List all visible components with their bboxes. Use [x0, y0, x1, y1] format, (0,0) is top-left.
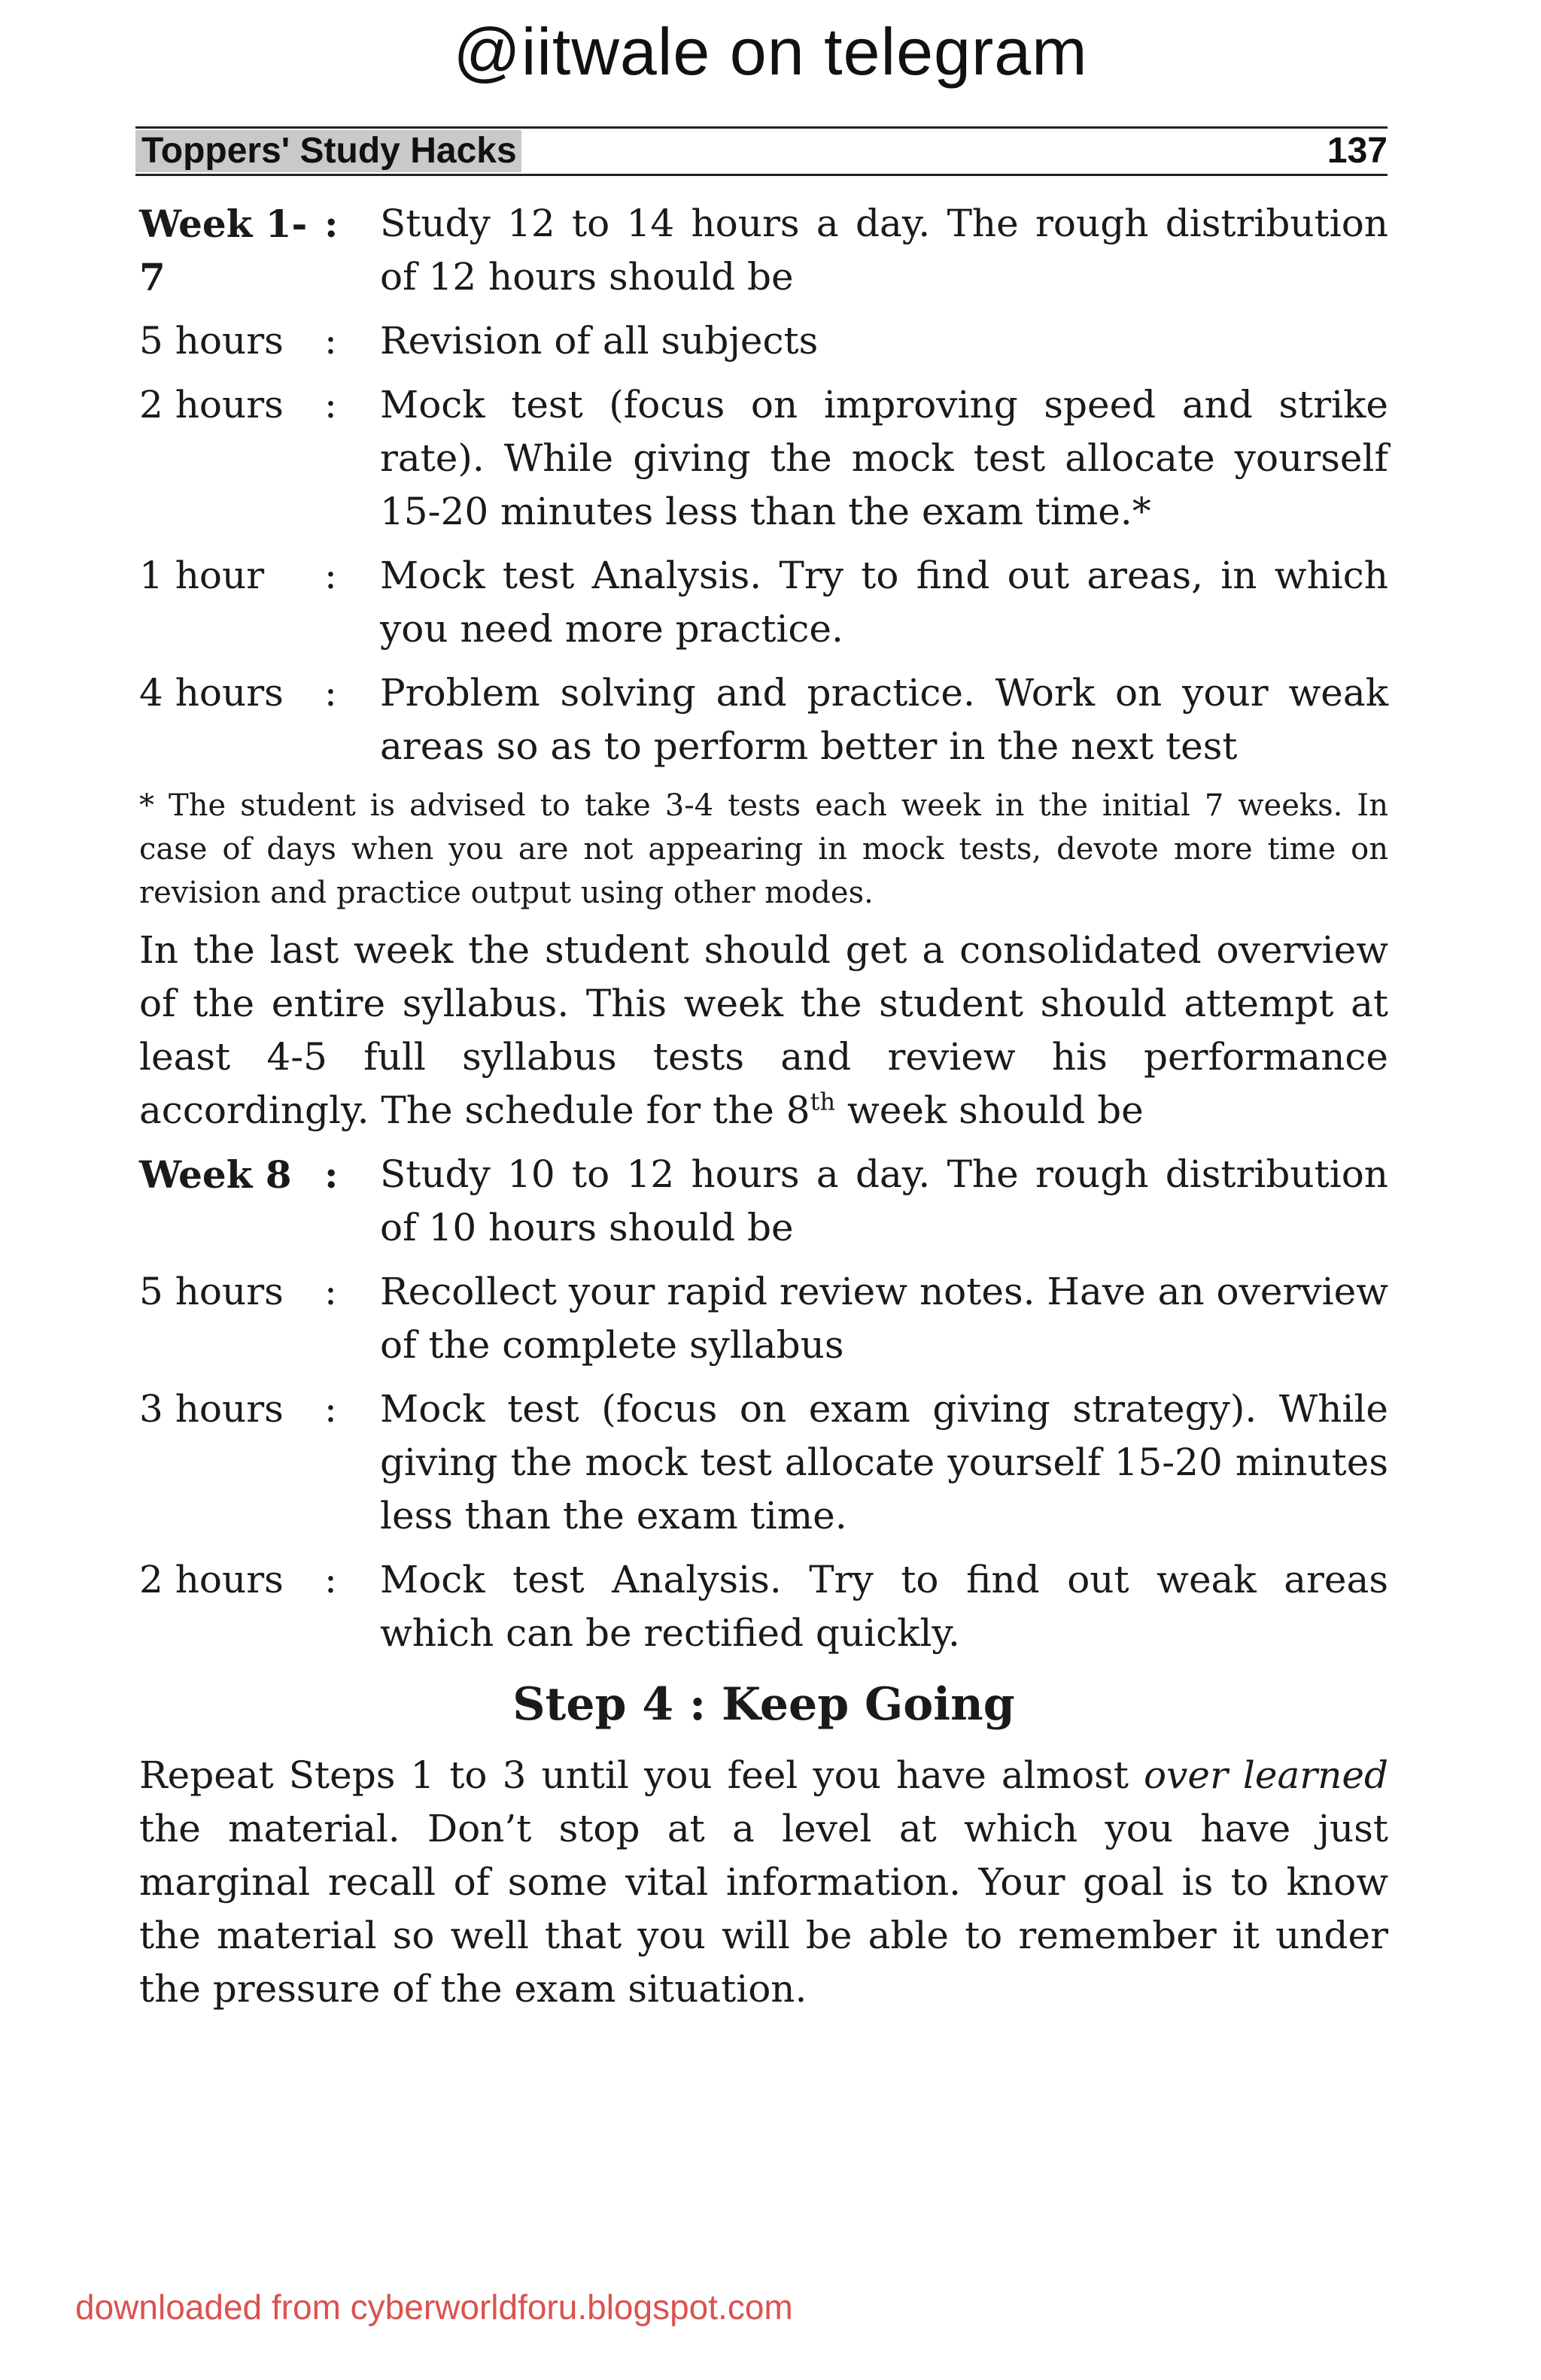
week-1-7-row	[139, 197, 1388, 304]
week-label: Week 1-7	[139, 202, 308, 299]
schedule-row	[139, 666, 1388, 773]
schedule-row	[139, 1383, 1388, 1543]
schedule-description: Revision of all subjects	[380, 319, 819, 363]
colon: :	[324, 1558, 337, 1601]
footnote: * The student is advised to take 3-4 tests each week in the initial 7 weeks. In case of days when you are not appearing in mock tests, devote more time on revision and practice output using other modes.	[139, 788, 1388, 910]
schedule-row	[139, 549, 1388, 656]
step-4-paragraph	[139, 1749, 1388, 2016]
hours-label: 5 hours	[139, 319, 284, 363]
hours-label: 2 hours	[139, 383, 284, 427]
colon: :	[324, 202, 339, 246]
page-content	[139, 197, 1388, 2026]
schedule-row	[139, 1265, 1388, 1372]
last-week-paragraph	[139, 924, 1388, 1137]
paragraph-text: In the last week the student should get a consolidated overview of the entire syllabus. This week the student should attempt at least 4-5 full syllabus tests and review his performance accordingly. The schedule for the 8	[139, 928, 1388, 1132]
schedule-description: Recollect your rapid review notes. Have an overview of the complete syllabus	[380, 1270, 1388, 1367]
schedule-description: Mock test (focus on exam giving strategy). While giving the mock test allocate yourself 15-20 minutes less than the exam time.	[380, 1387, 1388, 1538]
schedule-description: Problem solving and practice. Work on your weak areas so as to perform better in the next test	[380, 671, 1388, 768]
book-title: Toppers' Study Hacks	[135, 130, 521, 172]
schedule-row	[139, 378, 1388, 539]
hours-label: 1 hour	[139, 554, 265, 597]
telegram-watermark: @iitwale on telegram	[453, 14, 1088, 89]
section-heading: Step 4 : Keep Going	[512, 1678, 1015, 1731]
schedule-description: Mock test (focus on improving speed and strike rate). While giving the mock test allocate yourself 15-20 minutes less than the exam time.*	[380, 383, 1388, 533]
schedule-row	[139, 1553, 1388, 1660]
paragraph-text: the material. Don’t stop at a level at which you have just marginal recall of some vital information. Your goal is to know the material so well that you will be able to remember it under the pressure of the exam situation.	[139, 1807, 1388, 2011]
hours-label: 2 hours	[139, 1558, 284, 1601]
week-label: Week 8	[139, 1152, 292, 1197]
colon: :	[324, 1270, 337, 1313]
week-description: Study 12 to 14 hours a day. The rough distribution of 12 hours should be	[380, 202, 1388, 299]
schedule-row	[139, 314, 1388, 368]
paragraph-text: Repeat Steps 1 to 3 until you feel you have almost	[139, 1753, 1144, 1797]
running-head	[135, 126, 1388, 176]
schedule-description: Mock test Analysis. Try to find out areas, in which you need more practice.	[380, 554, 1388, 651]
colon: :	[324, 1152, 339, 1197]
page-number: 137	[1327, 131, 1388, 171]
schedule-description: Mock test Analysis. Try to find out weak areas which can be rectified quickly.	[380, 1558, 1388, 1655]
download-watermark: downloaded from cyberworldforu.blogspot.com	[75, 2287, 793, 2327]
colon: :	[324, 554, 337, 597]
colon: :	[324, 319, 337, 363]
hours-label: 4 hours	[139, 671, 284, 715]
hours-label: 5 hours	[139, 1270, 284, 1313]
week-description: Study 10 to 12 hours a day. The rough distribution of 10 hours should be	[380, 1152, 1388, 1249]
colon: :	[324, 671, 337, 715]
paragraph-text: week should be	[835, 1088, 1144, 1132]
week-8-row	[139, 1148, 1388, 1255]
hours-label: 3 hours	[139, 1387, 284, 1431]
colon: :	[324, 1387, 337, 1431]
colon: :	[324, 383, 337, 427]
emphasis-text: over learned	[1144, 1753, 1388, 1797]
superscript: th	[810, 1087, 836, 1116]
